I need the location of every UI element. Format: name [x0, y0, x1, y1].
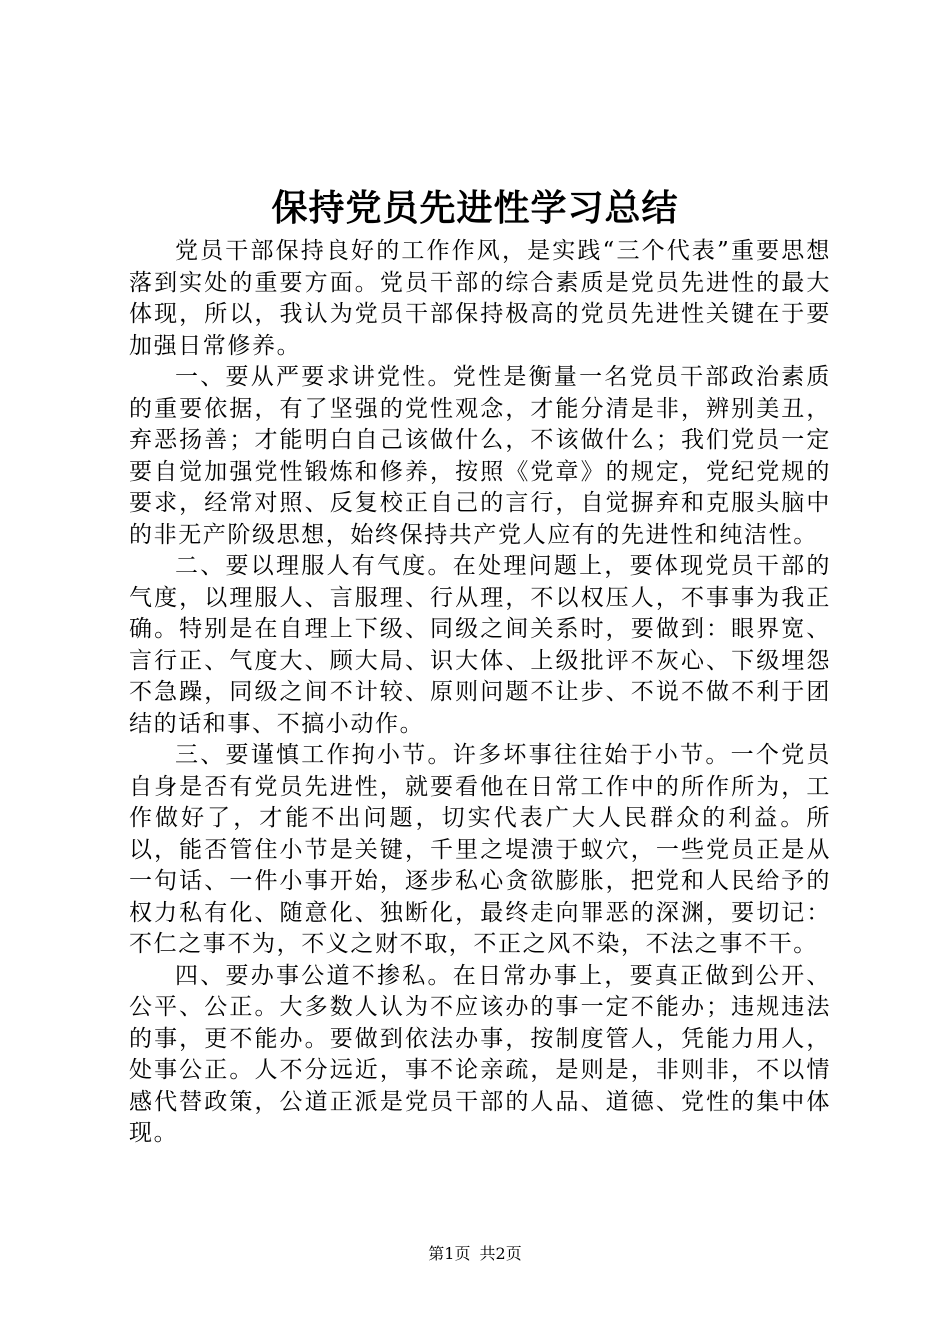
- paragraph-intro: 党员干部保持良好的工作作风，是实践“三个代表”重要思想落到实处的重要方面。党员干部的综合素质是党员先进性的最大体现，所以，我认为党员干部保持极高的党员先进性关键在于要加强日常修养。: [129, 238, 831, 359]
- paragraph-section-2: 二、要以理服人有气度。在处理问题上，要体现党员干部的气度，以理服人、言服理、行从理，不以权压人，不事事为我正确。特别是在自理上下级、同级之间关系时，要做到：眼界宽、言行正、气度大、顾大局、识大体、上级批评不灰心、下级埋怨不急躁，同级之间不计较、原则问题不让步、不说不做不利于团结的话和事、不搞小动作。: [129, 553, 831, 737]
- page-number: 第1页: [428, 1244, 471, 1263]
- paragraph-section-1: 一、要从严要求讲党性。党性是衡量一名党员干部政治素质的重要依据，有了坚强的党性观念，才能分清是非，辨别美丑，弃恶扬善；才能明白自己该做什么，不该做什么；我们党员一定要自觉加强党性锻炼和修养，按照《党章》的规定，党纪党规的要求，经常对照、反复校正自己的言行，自觉摒弃和克服头脑中的非无产阶级思想，始终保持共产党人应有的先进性和纯洁性。: [129, 364, 831, 548]
- paragraph-section-4: 四、要办事公道不掺私。在日常办事上，要真正做到公开、公平、公正。大多数人认为不应该办的事一定不能办；违规违法的事，更不能办。要做到依法办事，按制度管人，凭能力用人，处事公正。人不分远近，事不论亲疏，是则是，非则非，不以情感代替政策，公道正派是党员干部的人品、道德、党性的集中体现。: [129, 962, 831, 1146]
- page-total: 共2页: [479, 1244, 522, 1263]
- document-body: [129, 236, 831, 1150]
- page-footer: [0, 1242, 950, 1266]
- document-title: 保持党员先进性学习总结: [271, 187, 679, 229]
- paragraph-section-3: 三、要谨慎工作拘小节。许多坏事往往始于小节。一个党员自身是否有党员先进性，就要看他在日常工作中的所作所为，工作做好了，才能不出问题，切实代表广大人民群众的利益。所以，能否管住小节是关键，千里之堤溃于蚁穴，一些党员正是从一句话、一件小事开始，逐步私心贪欲膨胀，把党和人民给予的权力私有化、随意化、独断化，最终走向罪恶的深渊，要切记：不仁之事不为，不义之财不取，不正之风不染，不法之事不干。: [129, 742, 831, 957]
